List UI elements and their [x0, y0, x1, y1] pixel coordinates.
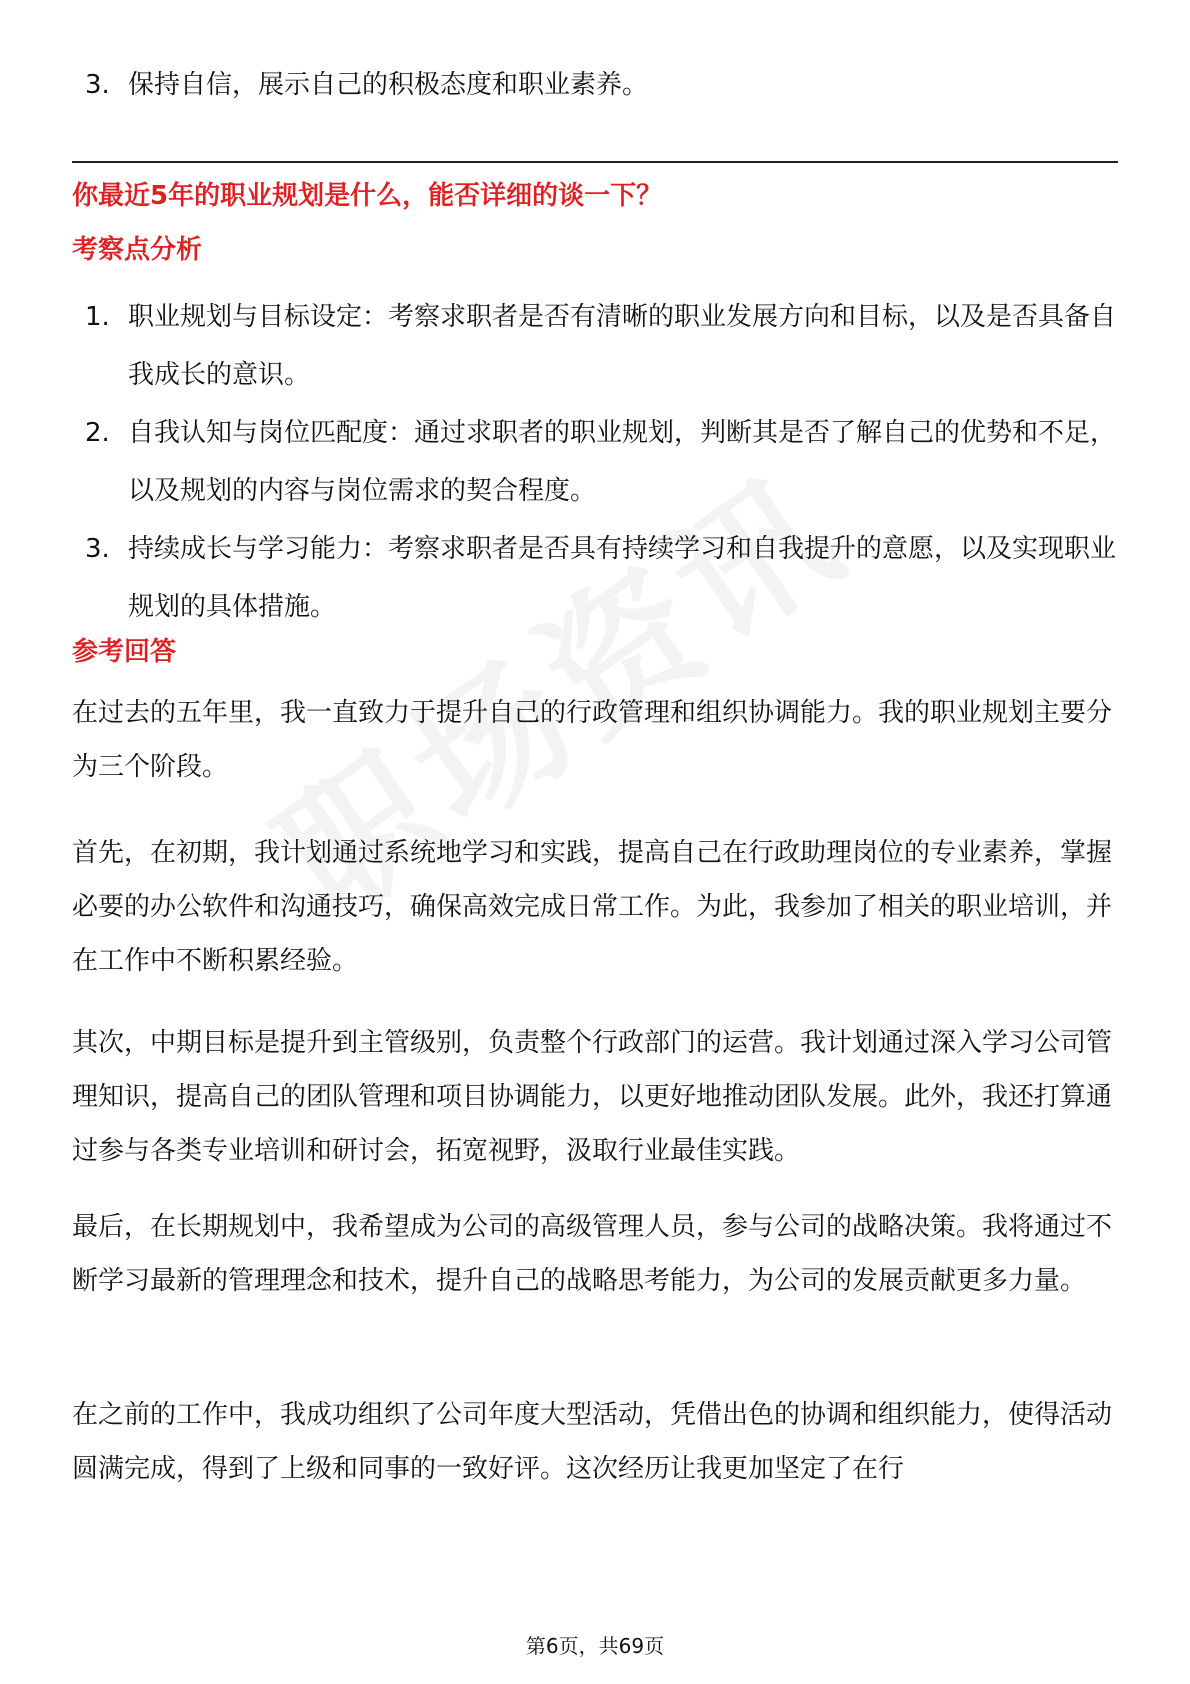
list-item-number: 2. [85, 418, 110, 448]
page-number: 第6页，共69页 [525, 1634, 665, 1658]
previous-list [72, 56, 1118, 114]
list-item-text: 持续成长与学习能力：考察求职者是否具有持续学习和自我提升的意愿，以及实现职业规划的具体措施。 [128, 534, 1117, 622]
list-item [72, 520, 1118, 636]
list-item-text: 保持自信，展示自己的积极态度和职业素养。 [128, 70, 649, 100]
question-heading: 你最近5年的职业规划是什么，能否详细的谈一下？ [72, 181, 663, 211]
list-item-number: 3. [85, 70, 110, 100]
answer-heading: 参考回答 [72, 637, 177, 667]
list-item-text: 职业规划与目标设定：考察求职者是否有清晰的职业发展方向和目标，以及是否具备自我成长的意识。 [128, 302, 1117, 390]
list-item [72, 404, 1118, 520]
analysis-list [72, 288, 1118, 636]
list-item-text: 自我认知与岗位匹配度：通过求职者的职业规划，判断其是否了解自己的优势和不足，以及规划的内容与岗位需求的契合程度。 [128, 418, 1117, 506]
list-item [72, 56, 1118, 114]
answer-paragraph: 其次，中期目标是提升到主管级别，负责整个行政部门的运营。我计划通过深入学习公司管理知识，提高自己的团队管理和项目协调能力，以更好地推动团队发展。此外，我还打算通过参与各类专业培训和研讨会，拓宽视野，汲取行业最佳实践。 [72, 1028, 1113, 1166]
answer-paragraph: 首先，在初期，我计划通过系统地学习和实践，提高自己在行政助理岗位的专业素养，掌握必要的办公软件和沟通技巧，确保高效完成日常工作。为此，我参加了相关的职业培训，并在工作中不断积累经验。 [72, 838, 1113, 976]
section-divider [72, 161, 1118, 163]
list-item-number: 1. [85, 302, 110, 332]
list-item-number: 3. [85, 534, 110, 564]
answer-paragraph: 在之前的工作中，我成功组织了公司年度大型活动，凭借出色的协调和组织能力，使得活动圆满完成，得到了上级和同事的一致好评。这次经历让我更加坚定了在行 [72, 1400, 1113, 1484]
analysis-heading: 考察点分析 [72, 235, 203, 265]
list-item [72, 288, 1118, 404]
answer-paragraph: 在过去的五年里，我一直致力于提升自己的行政管理和组织协调能力。我的职业规划主要分为三个阶段。 [72, 698, 1113, 782]
answer-paragraph: 最后，在长期规划中，我希望成为公司的高级管理人员，参与公司的战略决策。我将通过不断学习最新的管理理念和技术，提升自己的战略思考能力，为公司的发展贡献更多力量。 [72, 1212, 1113, 1296]
